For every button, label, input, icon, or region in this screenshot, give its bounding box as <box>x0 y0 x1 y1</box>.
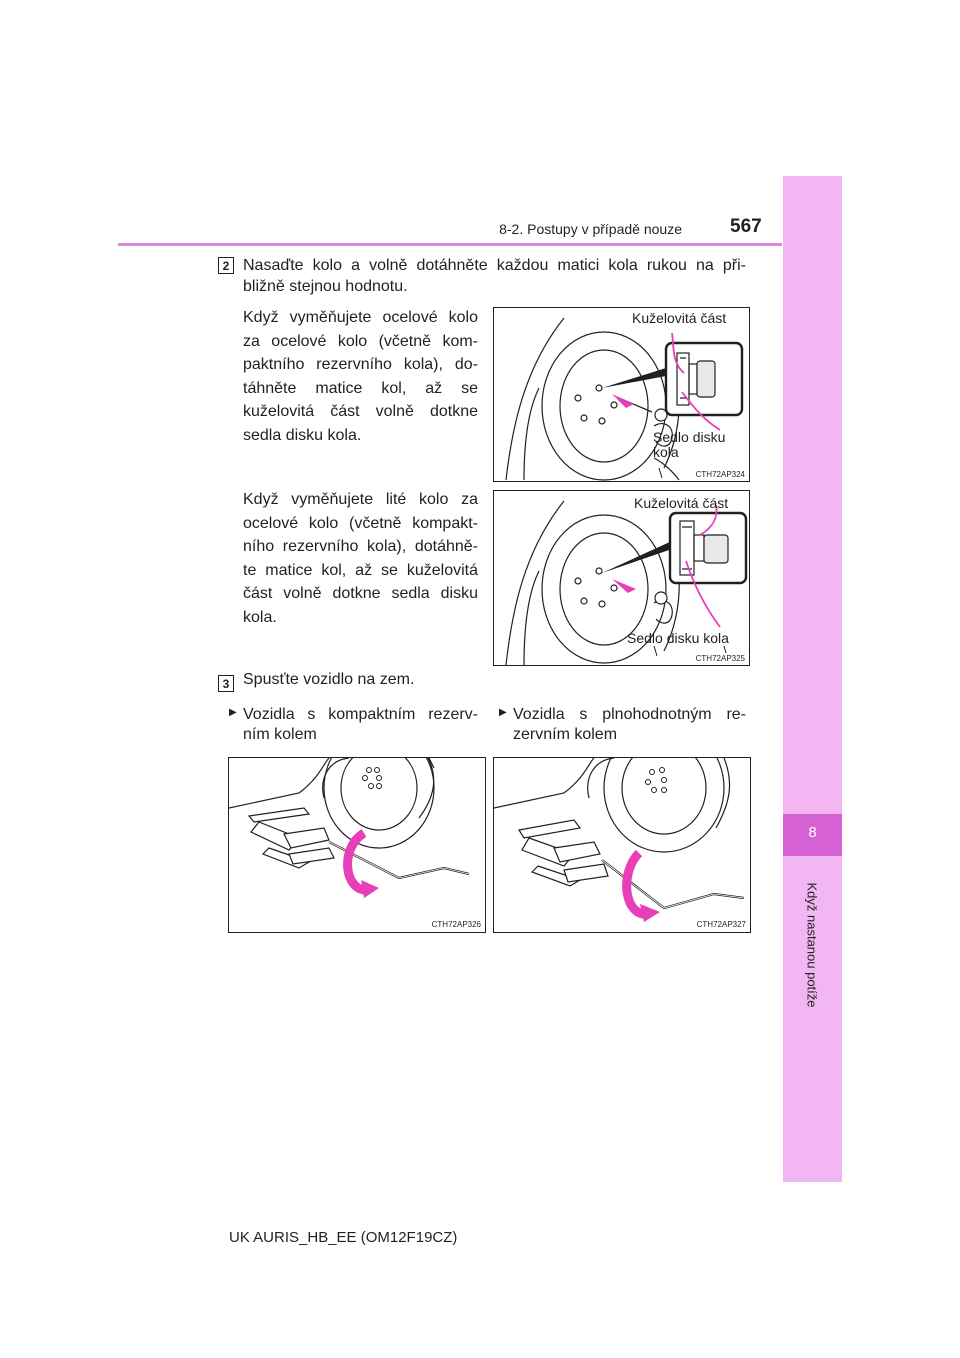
alloy-wheel-line: ocelové kolo (včetně kompakt- <box>243 514 478 532</box>
tapered-part-label: Kuželovitá část <box>632 310 727 326</box>
bullet-arrow-icon: ▶ <box>229 707 237 718</box>
figure-code: CTH72AP324 <box>695 470 745 479</box>
full-spare-heading-line1: Vozidla s plnohodnotným re- <box>513 706 746 723</box>
steel-wheel-line: táhněte matice kol, až se <box>243 379 478 397</box>
alloy-wheel-line: te matice kol, až se kuželovitá <box>243 561 478 579</box>
steel-wheel-line: za ocelové kolo (včetně kom- <box>243 332 478 350</box>
compact-spare-jack-figure <box>228 757 486 933</box>
step-number-box: 3 <box>218 675 234 692</box>
step-2-text-line1: Nasaďte kolo a volně dotáhněte každou matici kola rukou na při- <box>243 257 746 274</box>
jack-lowering-illustration <box>229 758 485 932</box>
alloy-wheel-paragraph <box>243 488 478 629</box>
figure-code: CTH72AP326 <box>431 920 481 929</box>
figure-code: CTH72AP327 <box>696 920 746 929</box>
steel-wheel-line: sedla disku kola. <box>243 426 362 444</box>
wheel-seat-label-line1: Sedlo disku <box>653 429 726 445</box>
steel-wheel-line: paktního rezervního kola), do- <box>243 356 478 373</box>
steel-wheel-line: Když vyměňujete ocelové kolo <box>243 309 478 326</box>
chapter-number: 8 <box>808 824 817 841</box>
bullet-arrow-icon: ▶ <box>499 707 507 718</box>
steel-wheel-paragraph <box>243 306 478 447</box>
section-title: 8-2. Postupy v případě nouze <box>499 221 682 237</box>
header-rule <box>118 243 782 246</box>
step-number-box: 2 <box>218 257 234 274</box>
step-3-text: Spusťte vozidlo na zem. <box>243 671 415 688</box>
wheel-seat-label-line2: kola <box>653 444 679 460</box>
alloy-wheel-line: kola. <box>243 608 277 626</box>
jack-lowering-illustration <box>494 758 750 932</box>
alloy-wheel-line: část volně dotkne sedla disku <box>243 585 478 602</box>
compact-spare-heading-line1: Vozidla s kompaktním rezerv- <box>243 706 478 723</box>
page-number: 567 <box>730 216 762 237</box>
full-spare-heading-line2: zervním kolem <box>513 726 618 743</box>
figure-code: CTH72AP325 <box>695 654 745 663</box>
wheel-seat-label: Sedlo disku kola <box>627 630 729 646</box>
tapered-part-label: Kuželovitá část <box>634 495 729 511</box>
chapter-title: Když nastanou potíže <box>804 882 820 1008</box>
steel-wheel-line: kuželovitá část volně dotkne <box>243 403 478 420</box>
model-footer: UK AURIS_HB_EE (OM12F19CZ) <box>229 1229 458 1246</box>
steel-wheel-figure <box>493 307 750 482</box>
wheel-seat-label <box>653 430 725 460</box>
full-spare-jack-figure <box>493 757 751 933</box>
alloy-wheel-line: ního rezervního kola), dotáhně- <box>243 538 478 555</box>
step-2-text-line2: bližně stejnou hodnotu. <box>243 278 408 295</box>
alloy-wheel-line: Když vyměňujete lité kolo za <box>243 491 478 508</box>
compact-spare-heading-line2: ním kolem <box>243 726 317 743</box>
side-chapter-tab <box>783 176 842 1182</box>
alloy-wheel-figure <box>493 490 750 666</box>
